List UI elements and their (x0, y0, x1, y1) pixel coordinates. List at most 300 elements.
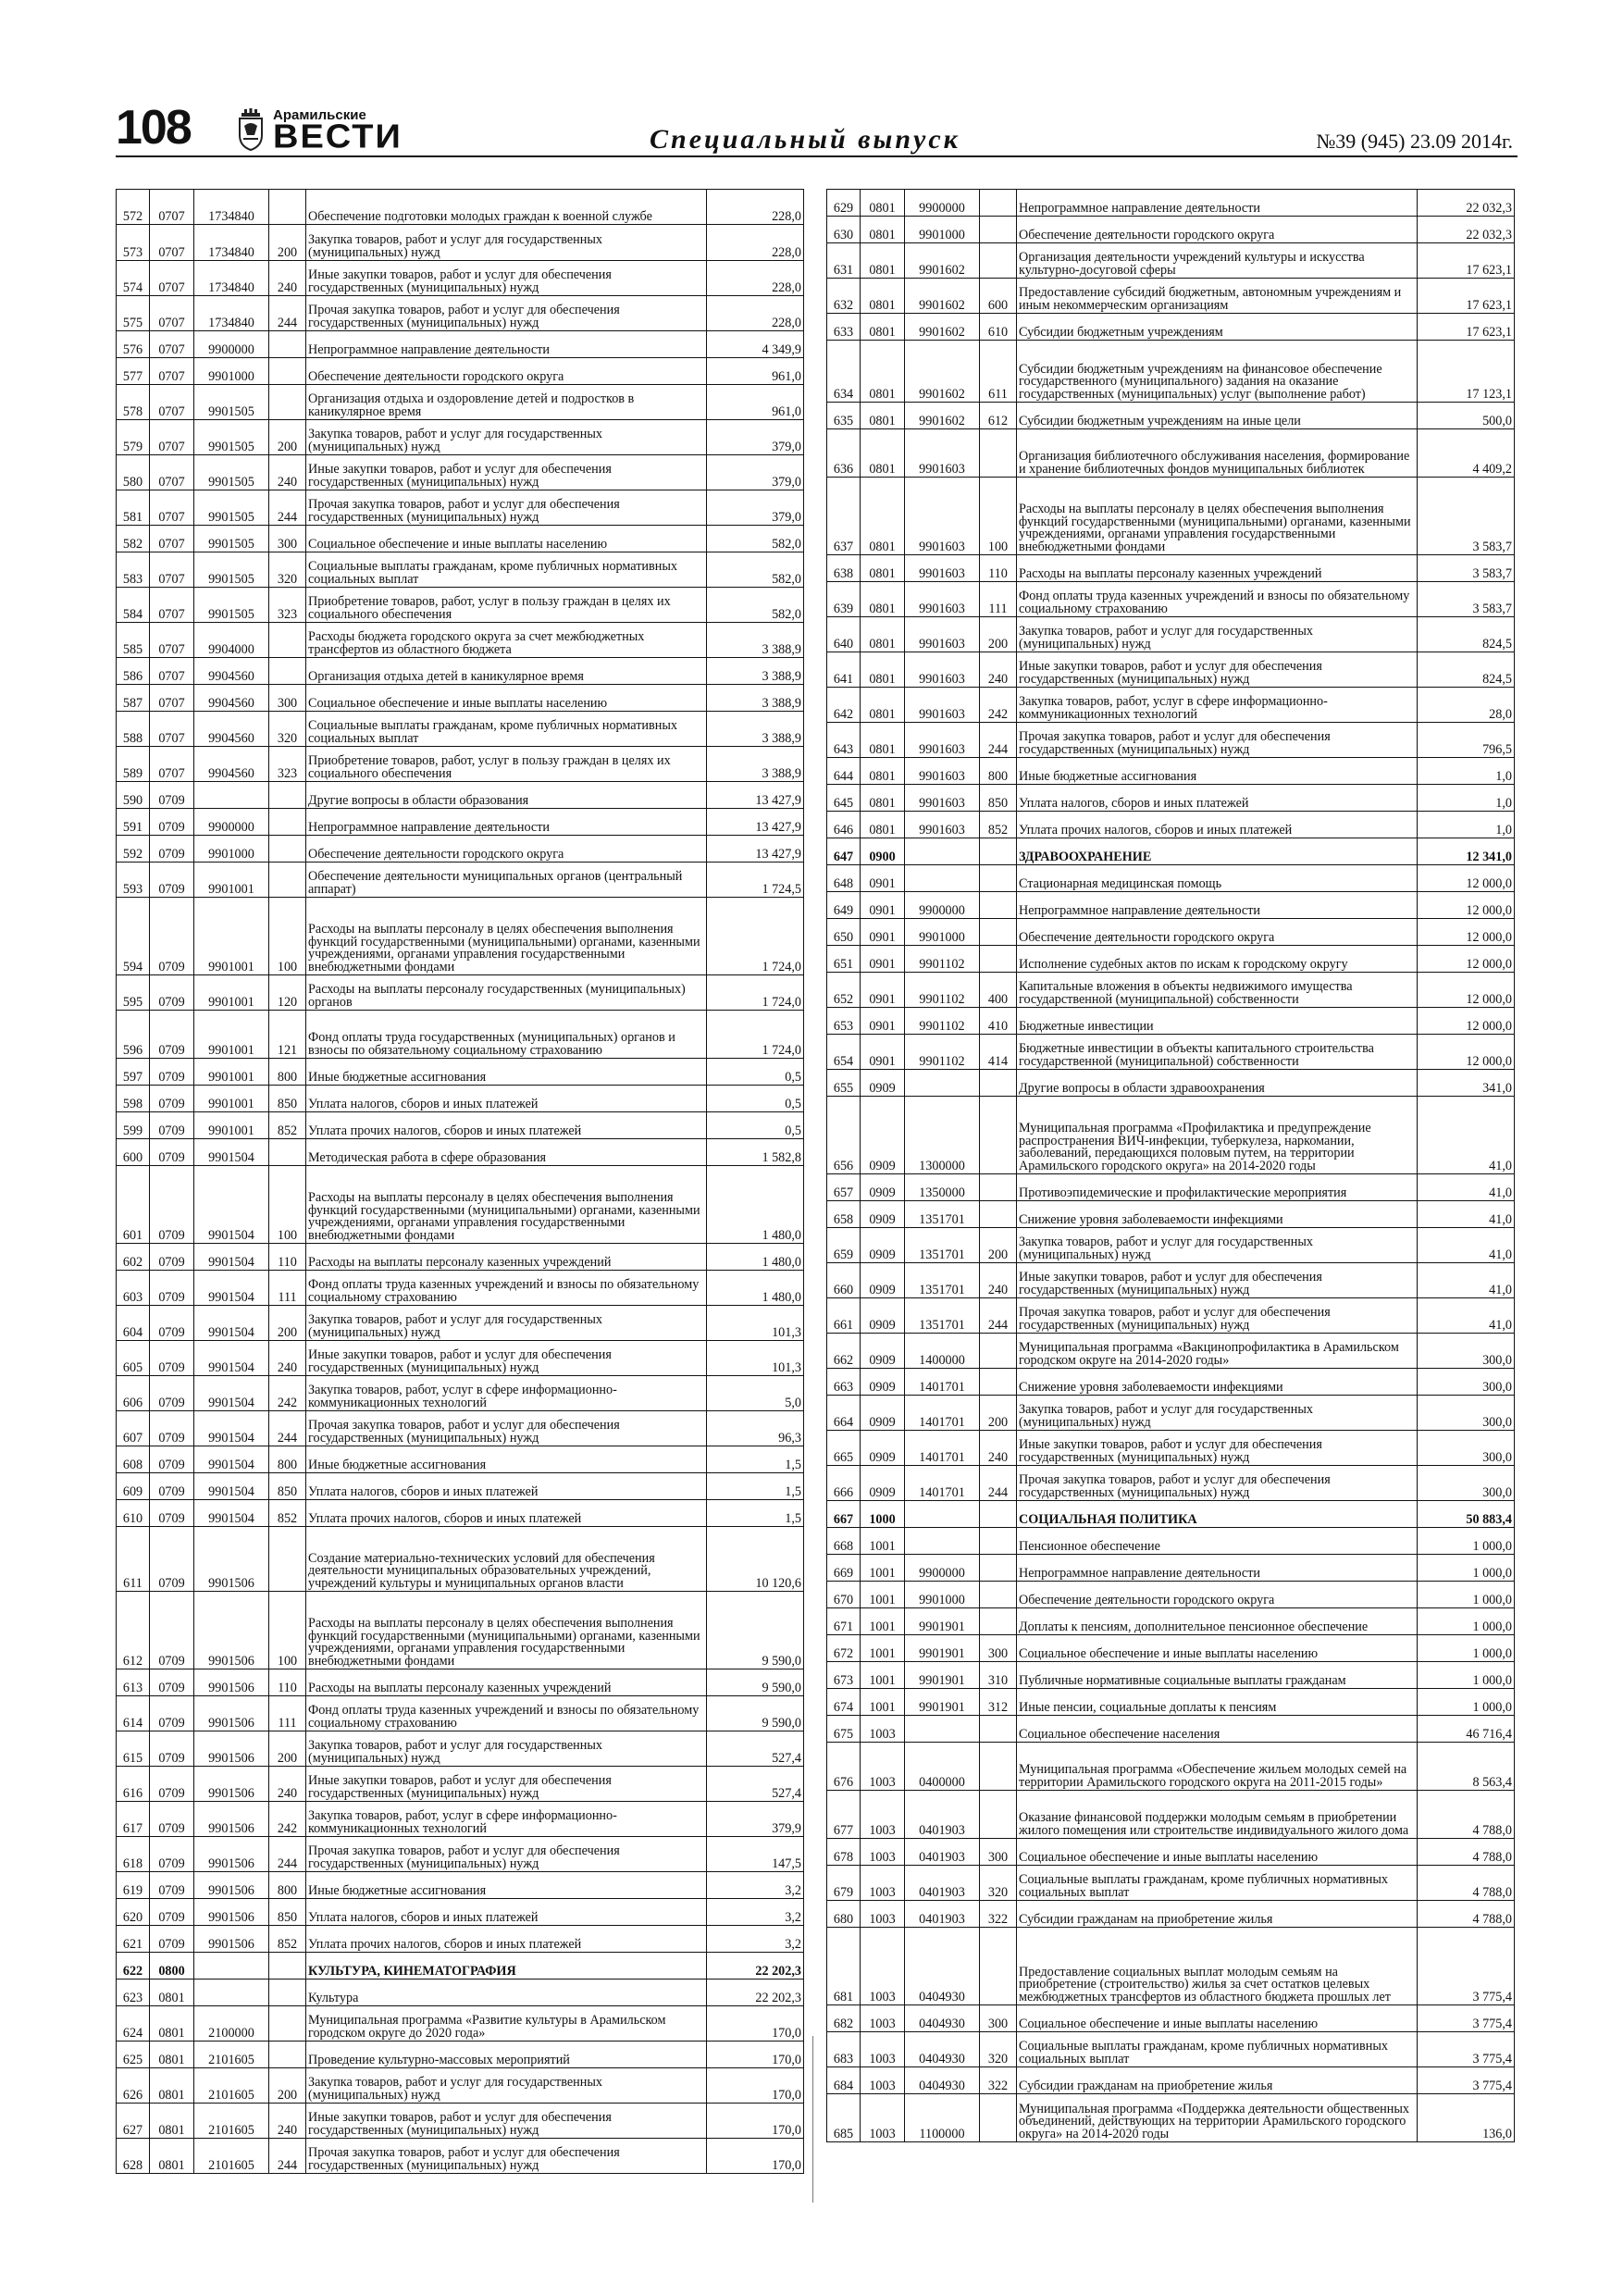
expense-name: Пенсионное обеспечение (1017, 1528, 1418, 1555)
amount: 170,0 (707, 2068, 804, 2104)
amount: 12 000,0 (1418, 946, 1515, 973)
expense-name: Прочая закупка товаров, работ и услуг для обеспечения государственных (муниципальных) нужд (306, 490, 707, 526)
table-row (117, 1244, 804, 1271)
expense-name: Расходы на выплаты персоналу казенных учреждений (306, 1244, 707, 1271)
table-row (827, 617, 1515, 652)
table-row (117, 1166, 804, 1244)
expense-name: Субсидии гражданам на приобретение жилья (1017, 2067, 1418, 2094)
expense-type (980, 1743, 1017, 1791)
table-row (827, 723, 1515, 758)
table-row (827, 403, 1515, 429)
target-code: 9901504 (194, 1166, 269, 1244)
amount: 379,0 (707, 490, 804, 526)
table-row (827, 688, 1515, 723)
row-number: 661 (827, 1298, 861, 1334)
table-row (117, 1980, 804, 2006)
table-row (827, 1369, 1515, 1396)
row-number: 584 (117, 588, 150, 623)
expense-type: 111 (269, 1696, 306, 1731)
amount: 41,0 (1418, 1263, 1515, 1298)
expense-type: 120 (269, 975, 306, 1011)
row-number: 684 (827, 2067, 861, 2094)
table-row (827, 1097, 1515, 1174)
target-code: 1400000 (905, 1334, 980, 1369)
expense-name: Уплата прочих налогов, сборов и иных платежей (306, 1500, 707, 1527)
table-row (827, 1689, 1515, 1716)
amount: 41,0 (1418, 1298, 1515, 1334)
expense-name: Оказание финансовой поддержки молодым семьям в приобретении жилого помещения или строительстве индивидуального жилого дома (1017, 1791, 1418, 1839)
amount: 824,5 (1418, 617, 1515, 652)
row-number: 673 (827, 1662, 861, 1689)
table-row (117, 1086, 804, 1112)
row-number: 630 (827, 217, 861, 243)
expense-type (269, 1527, 306, 1592)
row-number: 596 (117, 1011, 150, 1059)
section-code: 0801 (150, 2068, 194, 2104)
section-code: 0707 (150, 455, 194, 490)
expense-name: Иные закупки товаров, работ и услуг для обеспечения государственных (муниципальных) нужд (306, 1341, 707, 1376)
row-number: 603 (117, 1271, 150, 1306)
amount: 228,0 (707, 225, 804, 261)
section-code: 0801 (861, 190, 905, 217)
section-code: 0709 (150, 1341, 194, 1376)
target-code: 9901505 (194, 490, 269, 526)
expense-type (980, 1716, 1017, 1743)
expense-name: Иные закупки товаров, работ и услуг для обеспечения государственных (муниципальных) нужд (306, 1767, 707, 1802)
expense-name: Доплаты к пенсиям, дополнительное пенсионное обеспечение (1017, 1608, 1418, 1635)
expense-type: 240 (269, 455, 306, 490)
table-row (117, 1731, 804, 1767)
amount: 12 341,0 (1418, 838, 1515, 865)
expense-name: Иные закупки товаров, работ и услуг для обеспечения государственных (муниципальных) нужд (1017, 1431, 1418, 1466)
row-number: 601 (117, 1166, 150, 1244)
row-number: 621 (117, 1926, 150, 1953)
row-number: 632 (827, 279, 861, 314)
section-code: 0709 (150, 1376, 194, 1411)
expense-type: 240 (980, 652, 1017, 688)
section-code: 0709 (150, 1767, 194, 1802)
table-row (827, 919, 1515, 946)
expense-name: Непрограммное направление деятельности (1017, 190, 1418, 217)
row-number: 664 (827, 1396, 861, 1431)
amount: 101,3 (707, 1306, 804, 1341)
amount: 12 000,0 (1418, 892, 1515, 919)
expense-type (980, 1097, 1017, 1174)
amount: 22 032,3 (1418, 190, 1515, 217)
target-code: 2101605 (194, 2104, 269, 2139)
expense-name: Иные закупки товаров, работ и услуг для обеспечения государственных (муниципальных) нужд (306, 455, 707, 490)
expense-name: Иные закупки товаров, работ и услуг для обеспечения государственных (муниципальных) нужд (306, 261, 707, 296)
amount: 28,0 (1418, 688, 1515, 723)
row-number: 640 (827, 617, 861, 652)
amount: 4 788,0 (1418, 1866, 1515, 1901)
amount: 3 583,7 (1418, 555, 1515, 582)
section-code: 0709 (150, 1011, 194, 1059)
expense-type: 320 (980, 1866, 1017, 1901)
table-row (827, 2032, 1515, 2067)
amount: 96,3 (707, 1411, 804, 1446)
section-code: 0801 (861, 785, 905, 812)
section-code: 0909 (861, 1174, 905, 1201)
row-number: 604 (117, 1306, 150, 1341)
table-row (117, 420, 804, 455)
section-code: 1003 (861, 1743, 905, 1791)
row-number: 587 (117, 685, 150, 712)
expense-type (980, 1334, 1017, 1369)
expense-name: Предоставление социальных выплат молодым семьям на приобретение (строительство) жилья за счет остатков целевых межбюджетных трансфертов из областного бюджета прошлых лет (1017, 1928, 1418, 2005)
section-code: 0709 (150, 1473, 194, 1500)
table-row (117, 658, 804, 685)
expense-type: 310 (980, 1662, 1017, 1689)
section-code: 0709 (150, 1411, 194, 1446)
expense-name: Фонд оплаты труда казенных учреждений и взносы по обязательному социальному страхованию (306, 1271, 707, 1306)
expense-type: 800 (269, 1872, 306, 1899)
expense-name: Иные бюджетные ассигнования (1017, 758, 1418, 785)
amount: 300,0 (1418, 1466, 1515, 1501)
row-number: 618 (117, 1837, 150, 1872)
expense-type: 244 (269, 1411, 306, 1446)
section-code: 0709 (150, 1166, 194, 1244)
target-code: 9901506 (194, 1527, 269, 1592)
target-code: 9901506 (194, 1802, 269, 1837)
amount: 170,0 (707, 2139, 804, 2174)
expense-type: 244 (269, 296, 306, 331)
expense-type (980, 1791, 1017, 1839)
table-row (117, 1411, 804, 1446)
expense-name: Закупка товаров, работ и услуг для государственных (муниципальных) нужд (306, 420, 707, 455)
row-number: 593 (117, 863, 150, 898)
expense-type: 850 (269, 1086, 306, 1112)
table-row (827, 1174, 1515, 1201)
table-row (827, 785, 1515, 812)
row-number: 660 (827, 1263, 861, 1298)
row-number: 589 (117, 747, 150, 782)
expense-name: Расходы на выплаты персоналу в целях обеспечения выполнения функций государственными (муниципальными) органами, казенными учреждениями, органами управления государственными внебюджетными фондами (306, 1592, 707, 1669)
expense-type: 111 (269, 1271, 306, 1306)
table-row (117, 898, 804, 975)
section-code: 0909 (861, 1369, 905, 1396)
expense-name: Расходы на выплаты персоналу казенных учреждений (1017, 555, 1418, 582)
target-code (905, 1716, 980, 1743)
expense-name: Социальные выплаты гражданам, кроме публичных нормативных социальных выплат (306, 712, 707, 747)
table-row (117, 809, 804, 836)
section-code: 0909 (861, 1396, 905, 1431)
amount: 1 000,0 (1418, 1662, 1515, 1689)
expense-type: 410 (980, 1008, 1017, 1035)
target-code: 1351701 (905, 1228, 980, 1263)
amount: 500,0 (1418, 403, 1515, 429)
expense-type: 242 (980, 688, 1017, 723)
row-number: 663 (827, 1369, 861, 1396)
expense-name: Проведение культурно-массовых мероприятий (306, 2042, 707, 2068)
section-code: 0901 (861, 1008, 905, 1035)
expense-name: Непрограммное направление деятельности (306, 331, 707, 358)
amount: 3 775,4 (1418, 1928, 1515, 2005)
section-code: 0801 (861, 478, 905, 555)
table-row (117, 1341, 804, 1376)
table-row (117, 296, 804, 331)
amount: 228,0 (707, 261, 804, 296)
expense-name: Социальное обеспечение и иные выплаты населению (1017, 1635, 1418, 1662)
section-code: 0709 (150, 1086, 194, 1112)
page-number: 108 (116, 101, 191, 155)
section-code: 0801 (861, 341, 905, 403)
table-row (827, 478, 1515, 555)
expense-type: 800 (980, 758, 1017, 785)
section-code: 0909 (861, 1431, 905, 1466)
expense-name: Закупка товаров, работ, услуг в сфере информационно-коммуникационных технологий (1017, 688, 1418, 723)
row-number: 658 (827, 1201, 861, 1228)
section-code: 0709 (150, 1139, 194, 1166)
table-row (117, 1837, 804, 1872)
amount: 961,0 (707, 385, 804, 420)
expense-name: Иные пенсии, социальные доплаты к пенсиям (1017, 1689, 1418, 1716)
target-code: 9901901 (905, 1635, 980, 1662)
expense-name: Закупка товаров, работ, услуг в сфере информационно-коммуникационных технологий (306, 1376, 707, 1411)
row-number: 612 (117, 1592, 150, 1669)
section-code: 0909 (861, 1070, 905, 1097)
section-code: 1003 (861, 1839, 905, 1866)
section-code: 0909 (861, 1228, 905, 1263)
expense-type: 100 (269, 1166, 306, 1244)
target-code: 0401903 (905, 1839, 980, 1866)
row-number: 638 (827, 555, 861, 582)
amount: 3 775,4 (1418, 2005, 1515, 2032)
expense-name: Бюджетные инвестиции (1017, 1008, 1418, 1035)
target-code: 9900000 (194, 331, 269, 358)
row-number: 613 (117, 1669, 150, 1696)
amount: 4 788,0 (1418, 1839, 1515, 1866)
target-code: 9901001 (194, 898, 269, 975)
expense-type (269, 2042, 306, 2068)
target-code: 9901603 (905, 555, 980, 582)
row-number: 629 (827, 190, 861, 217)
section-code: 0801 (861, 429, 905, 478)
table-row (117, 358, 804, 385)
target-code: 9901000 (194, 358, 269, 385)
row-number: 619 (117, 1872, 150, 1899)
expense-type (269, 782, 306, 809)
table-row (827, 2005, 1515, 2032)
target-code (905, 1070, 980, 1097)
table-row (827, 1528, 1515, 1555)
target-code: 1734840 (194, 261, 269, 296)
target-code: 0404930 (905, 2005, 980, 2032)
expense-name: Иные бюджетные ассигнования (306, 1872, 707, 1899)
expense-name: Субсидии гражданам на приобретение жилья (1017, 1901, 1418, 1928)
expense-type (980, 429, 1017, 478)
expense-type (980, 1174, 1017, 1201)
table-row (827, 1334, 1515, 1369)
row-number: 670 (827, 1582, 861, 1608)
target-code: 9901000 (194, 836, 269, 863)
row-number: 648 (827, 865, 861, 892)
target-code: 9901001 (194, 1086, 269, 1112)
expense-type (980, 1070, 1017, 1097)
expense-type (980, 1369, 1017, 1396)
section-code: 0901 (861, 973, 905, 1008)
expense-type (980, 1201, 1017, 1228)
row-number: 652 (827, 973, 861, 1008)
target-code: 1401701 (905, 1369, 980, 1396)
expense-name: Создание материально-технических условий для обеспечения деятельности муниципальных образовательных учреждений, учреждений культуры и муниципальных органов власти (306, 1527, 707, 1592)
section-code: 0801 (861, 688, 905, 723)
amount: 300,0 (1418, 1369, 1515, 1396)
row-number: 671 (827, 1608, 861, 1635)
expense-type: 200 (269, 1306, 306, 1341)
row-number: 655 (827, 1070, 861, 1097)
row-number: 575 (117, 296, 150, 331)
expense-type: 100 (980, 478, 1017, 555)
amount: 13 427,9 (707, 809, 804, 836)
expense-name: Закупка товаров, работ и услуг для государственных (муниципальных) нужд (306, 225, 707, 261)
expense-name: Уплата прочих налогов, сборов и иных платежей (306, 1926, 707, 1953)
row-number: 643 (827, 723, 861, 758)
row-number: 615 (117, 1731, 150, 1767)
expense-name: Снижение уровня заболеваемости инфекциями (1017, 1369, 1418, 1396)
expense-name: Обеспечение подготовки молодых граждан к военной службе (306, 190, 707, 225)
table-row (117, 225, 804, 261)
amount: 1 000,0 (1418, 1528, 1515, 1555)
expense-name: Социальные выплаты гражданам, кроме публичных нормативных социальных выплат (1017, 2032, 1418, 2067)
expense-type (980, 892, 1017, 919)
table-row (117, 712, 804, 747)
row-number: 578 (117, 385, 150, 420)
table-row (117, 1059, 804, 1086)
amount: 1 000,0 (1418, 1635, 1515, 1662)
amount: 41,0 (1418, 1097, 1515, 1174)
amount: 50 883,4 (1418, 1501, 1515, 1528)
expense-type: 240 (980, 1431, 1017, 1466)
table-row (117, 2006, 804, 2042)
expense-name: Обеспечение деятельности городского округа (306, 358, 707, 385)
table-row (827, 582, 1515, 617)
row-number: 644 (827, 758, 861, 785)
row-number: 647 (827, 838, 861, 865)
expense-name: Обеспечение деятельности городского округа (1017, 217, 1418, 243)
expense-type: 240 (269, 2104, 306, 2139)
table-row (117, 526, 804, 552)
table-row (117, 1802, 804, 1837)
row-number: 642 (827, 688, 861, 723)
section-code: 0801 (861, 582, 905, 617)
section-code: 0900 (861, 838, 905, 865)
column-divider (812, 2036, 813, 2203)
row-number: 653 (827, 1008, 861, 1035)
amount: 796,5 (1418, 723, 1515, 758)
expense-name: Предоставление субсидий бюджетным, автономным учреждениям и иным некоммерческим организациям (1017, 279, 1418, 314)
table-row (827, 190, 1515, 217)
expense-name: Уплата налогов, сборов и иных платежей (306, 1899, 707, 1926)
row-number: 633 (827, 314, 861, 341)
section-code: 0709 (150, 836, 194, 863)
target-code: 9901603 (905, 478, 980, 555)
target-code: 9901603 (905, 758, 980, 785)
expense-name: Непрограммное направление деятельности (1017, 892, 1418, 919)
amount: 582,0 (707, 552, 804, 588)
amount: 3 583,7 (1418, 582, 1515, 617)
expense-type (269, 623, 306, 658)
expense-type: 240 (980, 1263, 1017, 1298)
logo-main-text: ВЕСТИ (273, 118, 403, 155)
expense-type: 800 (269, 1446, 306, 1473)
amount: 17 123,1 (1418, 341, 1515, 403)
target-code: 1734840 (194, 190, 269, 225)
target-code: 1351701 (905, 1201, 980, 1228)
section-code: 0707 (150, 385, 194, 420)
section-code: 0909 (861, 1263, 905, 1298)
row-number: 622 (117, 1953, 150, 1980)
row-number: 602 (117, 1244, 150, 1271)
expense-type: 300 (269, 685, 306, 712)
section-code: 0707 (150, 588, 194, 623)
section-code: 0709 (150, 1500, 194, 1527)
amount: 1 480,0 (707, 1166, 804, 1244)
expense-name: Иные закупки товаров, работ и услуг для обеспечения государственных (муниципальных) нужд (306, 2104, 707, 2139)
table-row (117, 975, 804, 1011)
row-number: 620 (117, 1899, 150, 1926)
table-row (827, 1035, 1515, 1070)
table-row (827, 341, 1515, 403)
expense-name: Уплата налогов, сборов и иных платежей (306, 1473, 707, 1500)
section-code: 0709 (150, 1527, 194, 1592)
expense-type: 300 (980, 2005, 1017, 2032)
target-code (905, 865, 980, 892)
row-number: 609 (117, 1473, 150, 1500)
target-code: 9901603 (905, 582, 980, 617)
amount: 3 775,4 (1418, 2067, 1515, 2094)
section-code: 0901 (861, 865, 905, 892)
row-number: 678 (827, 1839, 861, 1866)
target-code: 9901504 (194, 1411, 269, 1446)
table-row (827, 1635, 1515, 1662)
amount: 1 000,0 (1418, 1555, 1515, 1582)
section-code: 0801 (150, 2104, 194, 2139)
coat-of-arms-icon (236, 107, 266, 152)
target-code: 9901603 (905, 723, 980, 758)
table-row (117, 1527, 804, 1592)
section-code: 0901 (861, 919, 905, 946)
expense-type: 300 (980, 1635, 1017, 1662)
expense-name: Закупка товаров, работ и услуг для государственных (муниципальных) нужд (306, 1306, 707, 1341)
expense-name: Фонд оплаты труда казенных учреждений и взносы по обязательному социальному страхованию (1017, 582, 1418, 617)
expense-name: Обеспечение деятельности муниципальных органов (центральный аппарат) (306, 863, 707, 898)
row-number: 614 (117, 1696, 150, 1731)
section-code: 0707 (150, 225, 194, 261)
expense-type (980, 1582, 1017, 1608)
target-code: 9901504 (194, 1139, 269, 1166)
expense-name: Закупка товаров, работ и услуг для государственных (муниципальных) нужд (1017, 617, 1418, 652)
row-number: 579 (117, 420, 150, 455)
target-code: 0401903 (905, 1791, 980, 1839)
section-code: 0909 (861, 1201, 905, 1228)
section-code: 1001 (861, 1528, 905, 1555)
section-code: 1000 (861, 1501, 905, 1528)
target-code: 9904560 (194, 685, 269, 712)
target-code: 9901001 (194, 975, 269, 1011)
amount: 4 409,2 (1418, 429, 1515, 478)
amount: 582,0 (707, 588, 804, 623)
amount: 379,9 (707, 1802, 804, 1837)
expense-type: 320 (269, 552, 306, 588)
expense-name: ЗДРАВООХРАНЕНИЕ (1017, 838, 1418, 865)
expense-type: 850 (269, 1899, 306, 1926)
expense-name: Социальные выплаты гражданам, кроме публичных нормативных социальных выплат (1017, 1866, 1418, 1901)
expense-type: 850 (980, 785, 1017, 812)
target-code (905, 1501, 980, 1528)
table-row (117, 455, 804, 490)
section-code: 0709 (150, 1059, 194, 1086)
